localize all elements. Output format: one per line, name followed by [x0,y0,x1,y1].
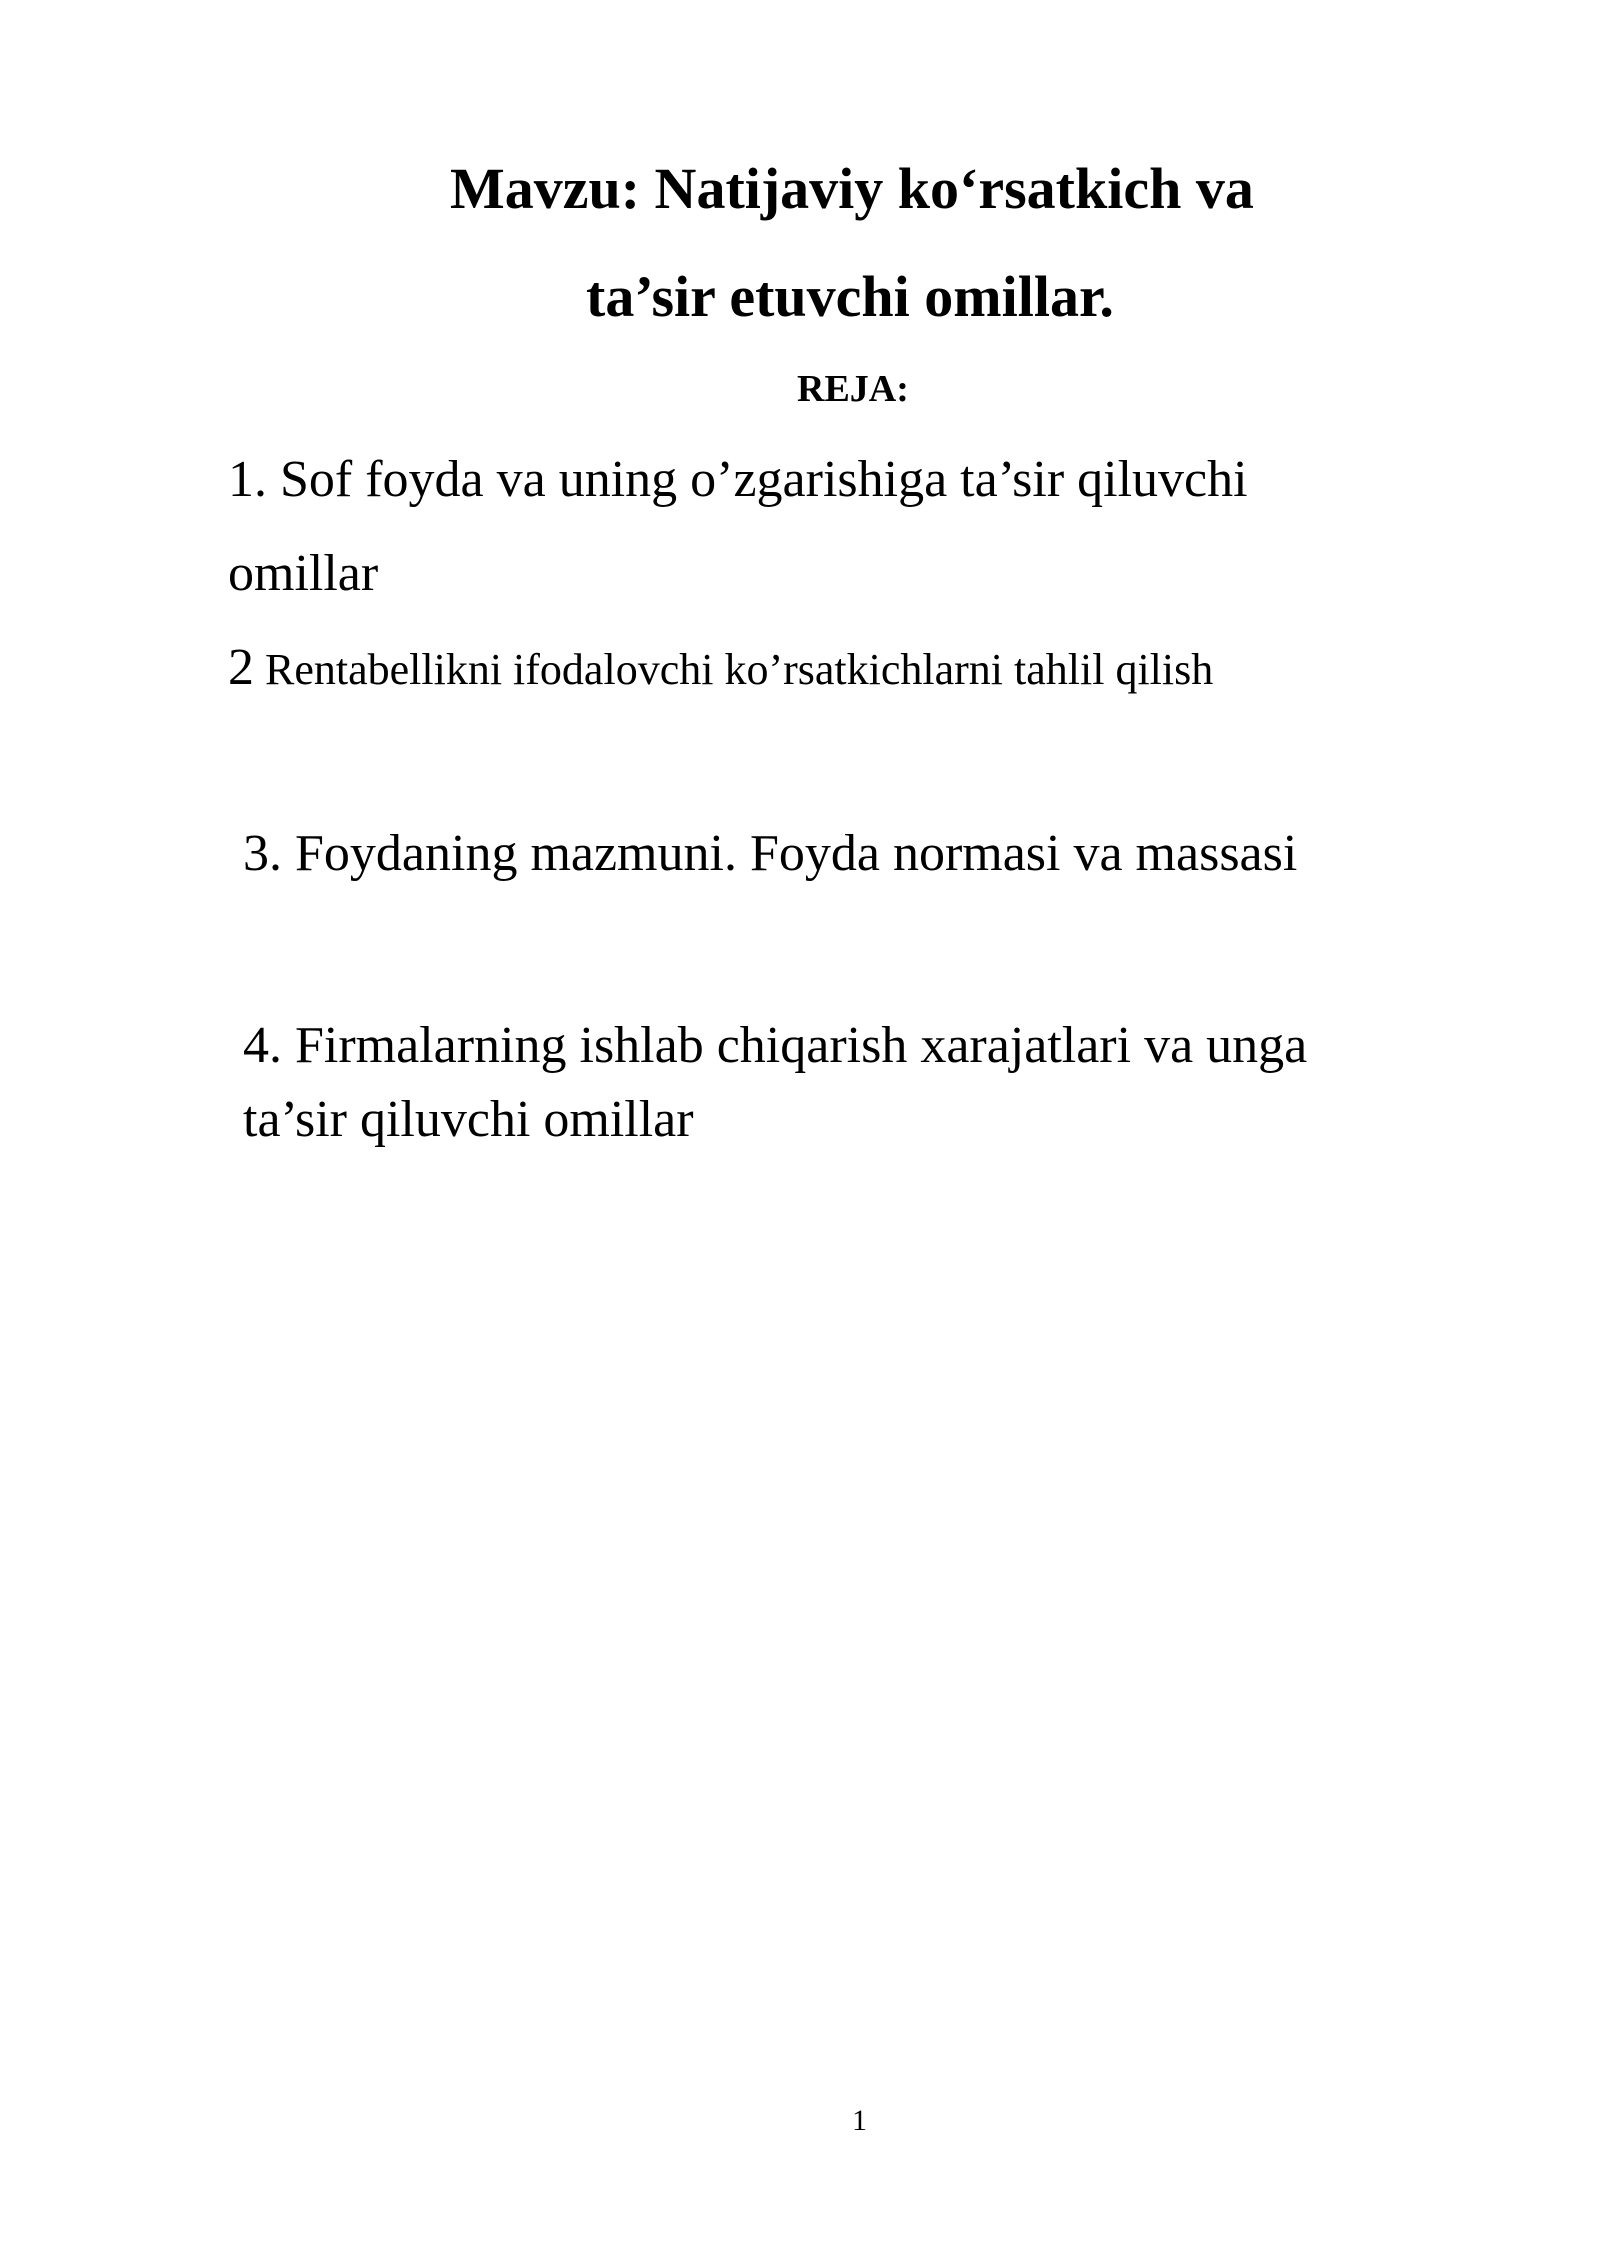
title-line-1: Mavzu: Natijaviy ko‘rsatkich va [450,156,1254,221]
plan-item-4-line-1: 4. Firmalarning ishlab chiqarish xarajatlari va unga [243,1017,1308,1074]
plan-item-1-line-2: omillar [228,545,379,602]
plan-item-2 [228,639,1214,696]
plan-heading: REJA: [797,368,909,410]
plan-item-4-line-2: ta’sir qiluvchi omillar [243,1091,694,1148]
title-line-2: ta’sir etuvchi omillar. [586,264,1114,329]
plan-item-3: 3. Foydaning mazmuni. Foyda normasi va massasi [243,825,1298,882]
plan-item-2-number: 2 [228,639,254,696]
plan-item-2-text: Rentabellikni ifodalovchi ko’rsatkichlarni tahlil qilish [254,645,1214,694]
plan-item-1-line-1: 1. Sof foyda va uning o’zgarishiga ta’sir qiluvchi [228,451,1248,508]
page-number: 1 [852,2104,867,2137]
